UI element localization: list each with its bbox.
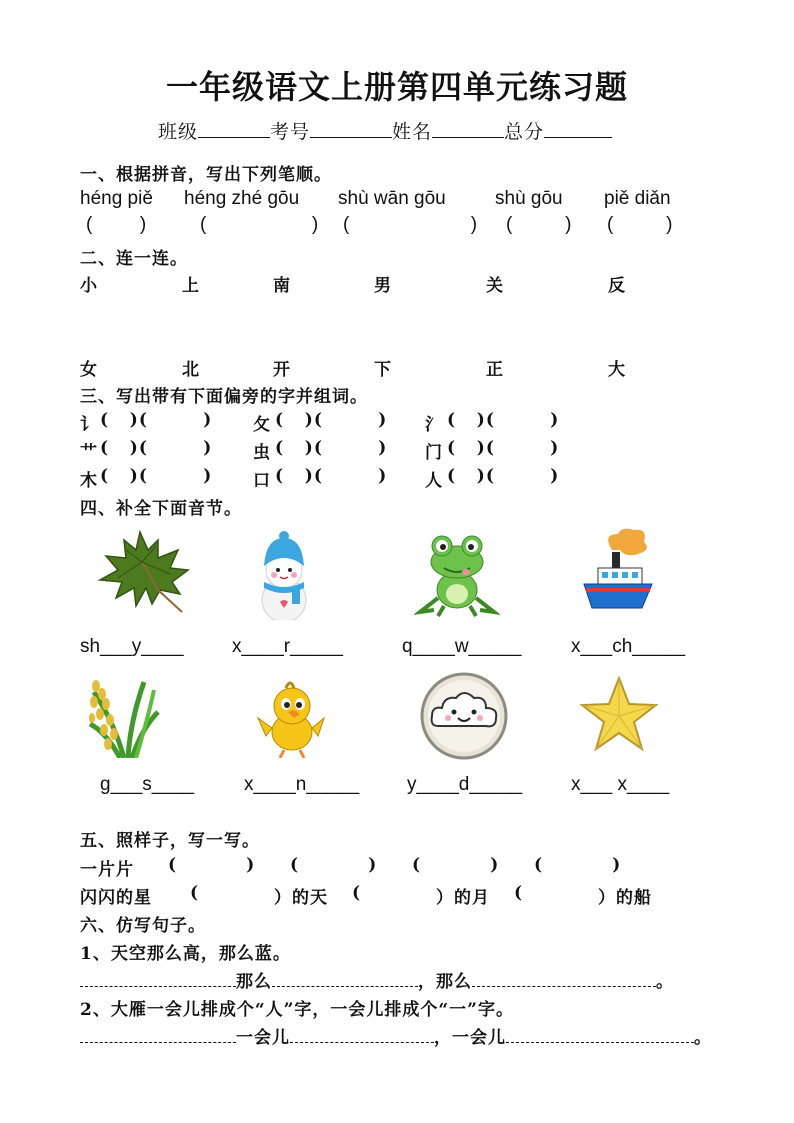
match-bottom-5[interactable]: 正 — [486, 360, 504, 380]
stroke-pinyin-2: héng zhé gōu — [184, 188, 300, 209]
rice-plant-image — [84, 672, 162, 758]
stroke-pinyin-3: shù wān gōu — [338, 188, 446, 209]
radical-6: 门 — [425, 443, 443, 463]
match-bottom-1[interactable]: 女 — [80, 360, 98, 380]
section4-heading: 四、补全下面音节。 — [80, 499, 242, 519]
de-tian-label: ）的天 — [274, 888, 328, 908]
steamboat-image — [582, 526, 654, 612]
radical-8: 口 — [253, 471, 271, 491]
match-top-3[interactable]: 南 — [273, 276, 291, 296]
sentence-1-end: 。 — [656, 972, 674, 992]
sentence-1-blank-c[interactable] — [472, 968, 656, 987]
sentence-2-end: 。 — [694, 1028, 712, 1048]
example-yipianpian: 一片片 — [80, 860, 134, 880]
class-field[interactable] — [198, 119, 270, 138]
ab-blank-2[interactable]: ( ) — [290, 855, 378, 875]
radical-7: 木 — [80, 471, 98, 491]
star-image — [580, 676, 658, 752]
section3-heading: 三、写出带有下面偏旁的字并组词。 — [80, 387, 368, 407]
page-title: 一年级语文上册第四单元练习题 — [165, 68, 628, 106]
radical-9: 人 — [425, 471, 443, 491]
de-blank-3[interactable]: ( — [514, 883, 593, 903]
sentence-1-answer[interactable] — [80, 967, 674, 992]
answer-paren-1[interactable]: ( ) — [86, 214, 147, 235]
section2-heading: 二、连一连。 — [80, 249, 188, 269]
sentence-2-blank-b[interactable] — [290, 1024, 434, 1043]
cloud-image — [420, 672, 508, 760]
match-bottom-2[interactable]: 北 — [182, 360, 200, 380]
maple-leaf-image — [96, 528, 192, 614]
radical-1-blanks[interactable]: ( )( ) — [100, 410, 213, 430]
section5-heading: 五、照样子，写一写。 — [80, 831, 260, 851]
sentence-2-yihuier-2: ，一会儿 — [434, 1028, 506, 1048]
stroke-pinyin-5: piě diǎn — [604, 188, 671, 209]
frog-image — [414, 532, 500, 618]
ab-blank-3[interactable]: ( ) — [412, 855, 500, 875]
radical-9-blanks[interactable]: ( )( ) — [447, 466, 560, 486]
sentence-2-answer[interactable] — [80, 1023, 712, 1048]
radical-4: 艹 — [80, 443, 98, 463]
radical-4-blanks[interactable]: ( )( ) — [100, 438, 213, 458]
radical-1: 讠 — [80, 415, 98, 435]
de-chuan-label: ）的船 — [598, 888, 652, 908]
syllable-cloud[interactable]: y____d_____ — [407, 774, 523, 795]
syllable-frog[interactable]: q____w_____ — [402, 636, 522, 657]
de-yue-label: ）的月 — [436, 888, 490, 908]
answer-paren-3[interactable]: ( ) — [343, 214, 478, 235]
syllable-star[interactable]: x___ x____ — [571, 774, 670, 795]
chick-image — [256, 678, 326, 758]
sentence-1-nama-2: ，那么 — [418, 972, 472, 992]
score-label: 总分 — [504, 121, 545, 143]
sentence-1-blank-b[interactable] — [272, 968, 418, 987]
sentence-2-yihuier-1: 一会儿 — [236, 1028, 290, 1048]
sentence-2-blank-a[interactable] — [80, 1024, 236, 1043]
stroke-pinyin-1: héng piě — [80, 188, 153, 209]
radical-6-blanks[interactable]: ( )( ) — [447, 438, 560, 458]
section6-heading: 六、仿写句子。 — [80, 916, 206, 936]
answer-paren-5[interactable]: ( ) — [607, 214, 673, 235]
syllable-snowman[interactable]: x____r_____ — [232, 636, 343, 657]
radical-2: 攵 — [253, 415, 271, 435]
match-bottom-4[interactable]: 下 — [374, 360, 392, 380]
sentence-1-nama-1: 那么 — [236, 972, 272, 992]
stroke-pinyin-4: shù gōu — [495, 188, 563, 209]
match-top-2[interactable]: 上 — [182, 276, 200, 296]
answer-paren-4[interactable]: ( ) — [506, 214, 572, 235]
de-blank-1[interactable]: ( — [190, 883, 269, 903]
match-bottom-6[interactable]: 大 — [608, 360, 626, 380]
name-label: 姓名 — [392, 121, 433, 143]
radical-2-blanks[interactable]: ( )( ) — [275, 410, 388, 430]
sentence-2-blank-c[interactable] — [506, 1024, 694, 1043]
radical-3-blanks[interactable]: ( )( ) — [447, 410, 560, 430]
radical-7-blanks[interactable]: ( )( ) — [100, 466, 213, 486]
answer-paren-2[interactable]: ( ) — [200, 214, 319, 235]
radical-5-blanks[interactable]: ( )( ) — [275, 438, 388, 458]
match-top-5[interactable]: 关 — [486, 276, 504, 296]
syllable-rice[interactable]: g___s____ — [100, 774, 195, 795]
radical-5: 虫 — [253, 443, 271, 463]
name-field[interactable] — [432, 119, 504, 138]
class-label: 班级 — [158, 121, 199, 143]
match-top-4[interactable]: 男 — [374, 276, 392, 296]
example-shanshan: 闪闪的星 — [80, 888, 152, 908]
ab-blank-4[interactable]: ( ) — [534, 855, 622, 875]
syllable-chick[interactable]: x____n_____ — [244, 774, 360, 795]
score-field[interactable] — [544, 119, 612, 138]
match-top-1[interactable]: 小 — [80, 276, 98, 296]
snowman-image — [250, 530, 318, 620]
ab-blank-1[interactable]: ( ) — [168, 855, 256, 875]
radical-8-blanks[interactable]: ( )( ) — [275, 466, 388, 486]
syllable-boat[interactable]: x___ch_____ — [571, 636, 686, 657]
sentence-1-blank-a[interactable] — [80, 968, 236, 987]
exam-no-label: 考号 — [270, 121, 311, 143]
header-line — [158, 117, 612, 144]
exam-no-field[interactable] — [310, 119, 392, 138]
radical-3: 氵 — [425, 415, 443, 435]
match-bottom-3[interactable]: 开 — [273, 360, 291, 380]
sentence-2-example: 2、大雁一会儿排成个“人”字，一会儿排成个“一”字。 — [80, 1000, 514, 1020]
sentence-1-example: 1、天空那么高，那么蓝。 — [80, 944, 291, 964]
section1-heading: 一、根据拼音，写出下列笔顺。 — [80, 165, 332, 185]
de-blank-2[interactable]: ( — [352, 883, 431, 903]
match-top-6[interactable]: 反 — [608, 276, 626, 296]
syllable-leaf[interactable]: sh___y____ — [80, 636, 184, 657]
